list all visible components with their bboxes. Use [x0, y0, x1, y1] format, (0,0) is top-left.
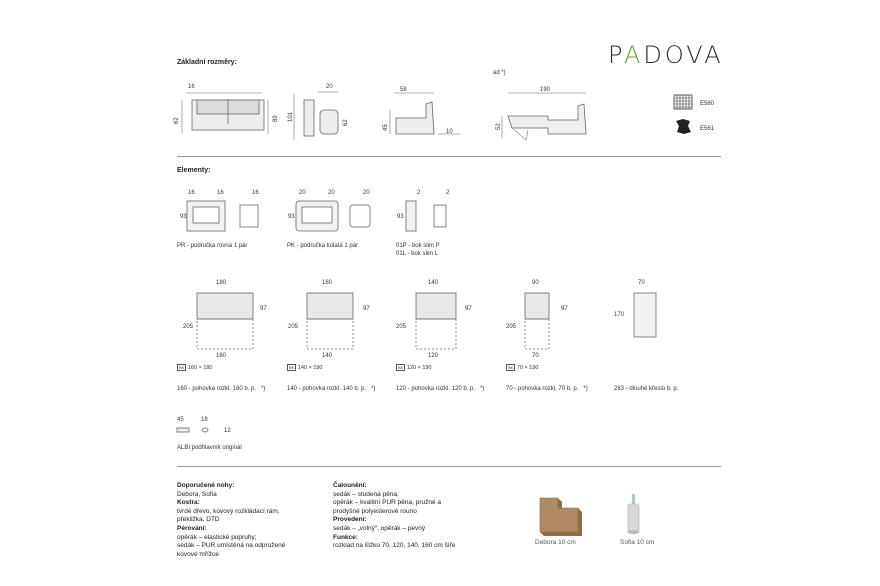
dim-seat-height: 45	[383, 124, 389, 131]
bed-140-top-dim: 160	[322, 280, 333, 286]
dim-side-arm: 20	[326, 84, 333, 90]
dim-side-arm-height: 62	[343, 119, 349, 126]
pr-w1: 16	[188, 190, 195, 196]
leg-images	[530, 490, 660, 540]
pk-h: 93	[288, 214, 295, 220]
bed-160-label: 160 - pohovka rozkl. 160 b. p. *)	[177, 386, 266, 392]
arm-pk-side	[350, 205, 370, 227]
dim-bed-height: 52	[496, 123, 502, 130]
elements-title: Elementy:	[177, 167, 211, 174]
bed-70-side: 97	[561, 306, 568, 312]
arm-slim-label-2: 01L - bok slim L	[396, 251, 439, 257]
bed-120-side: 97	[465, 306, 472, 312]
bed-120-inner-dim: 120	[428, 353, 439, 359]
specs-col-1	[177, 482, 327, 559]
arm-pr-side	[240, 205, 258, 227]
slim-h: 93	[397, 214, 404, 220]
bed-70-depth: 205	[506, 324, 517, 330]
leg-sofia-caption: Sofia 10 cm	[620, 539, 655, 546]
pk-w1: 20	[299, 190, 306, 196]
leg-debora-image	[540, 498, 582, 536]
brand-logo: PADOVA	[608, 41, 724, 69]
spec-frame: Kostra: tvrdé dřevo, kovový rozkládací rám, překližka, DTD	[177, 499, 280, 524]
mattress-120: BK 120 × 190	[398, 365, 432, 371]
pr-w3: 16	[252, 190, 259, 196]
bed-70-top	[525, 293, 549, 319]
arm-slim-label: 01P - bok slim P	[396, 243, 440, 249]
bed-140-top	[307, 293, 353, 319]
arm-slim-front	[406, 201, 416, 231]
leg-debora-caption: Debora 10 cm	[535, 539, 576, 546]
bed-70-inner-dim: 70	[532, 353, 539, 359]
pr-h: 93	[180, 214, 187, 220]
spec-springs: Pérování: opěrák – elastické popruhy; sedák – PUR umístěná na odpružené kovové mřížce	[177, 524, 286, 558]
bed-160-depth: 205	[183, 324, 194, 330]
spec-finish: Provedení: sedák – „volný“, opěrák – pevný	[333, 516, 426, 532]
bed-140-depth: 205	[288, 324, 299, 330]
footrest-label: ALBI podhlavník originál	[177, 445, 242, 451]
mattress-70: BK 70 × 190	[508, 365, 539, 371]
bed-140-extend	[307, 319, 353, 349]
bed-160-top-dim: 180	[216, 280, 227, 286]
spec-function: Funkce: rozklad na lůžko 70, 120, 140, 160 cm šíře	[333, 533, 456, 550]
pk-w3: 20	[363, 190, 370, 196]
bed-140-label: 140 - pohovka rozkl. 140 b. p. *)	[287, 386, 376, 392]
bed-140-inner-dim: 140	[322, 353, 333, 359]
bed-120-depth: 205	[396, 324, 407, 330]
bed-120-extend	[416, 319, 456, 349]
slim-w1: 2	[417, 190, 421, 196]
spec-upholstery: Čalounění: sedák – studená pěna; opěrák – kvalitní PUR pěna, pružné a prodyšné polyesterové rouno	[333, 482, 442, 515]
slim-w3: 2	[446, 190, 450, 196]
footrest-side	[202, 428, 208, 432]
dim-front-width: 16	[188, 84, 195, 90]
chair-label: 283 - dlouhé křeslo b. p.	[614, 386, 679, 392]
bed-160-inner-dim: 160	[216, 353, 227, 359]
bed-120-label: 120 - pohovka rozkl. 120 b. p. *)	[396, 386, 485, 392]
dim-back-height: 89	[273, 115, 279, 122]
bed-note: ad *)	[493, 70, 506, 76]
dim-foot: 10	[446, 129, 453, 135]
bed-140-side: 97	[363, 306, 370, 312]
leg-sofia-image	[628, 494, 640, 534]
dim-bed-length: 190	[540, 87, 551, 93]
dim-side-depth: 101	[288, 111, 294, 122]
bed-120-top	[416, 293, 456, 319]
mattress-160: BK 160 × 190	[179, 365, 213, 371]
chair-top-dim: 70	[638, 280, 645, 286]
spec-legs: Doporučené nohy: Debora, Sofia	[177, 482, 235, 498]
chair-long-top	[634, 293, 656, 337]
basic-dimensions-title: Základní rozměry:	[177, 59, 237, 66]
divider-2	[177, 466, 721, 467]
footrest-w: 45	[177, 417, 184, 423]
bed-70-top-dim: 90	[532, 280, 539, 286]
arm-slim-side	[434, 205, 446, 227]
chair-depth: 170	[614, 312, 625, 318]
footrest-d: 18	[201, 417, 208, 423]
material-code-e560: E560	[700, 101, 715, 107]
dim-profile-depth: 58	[400, 87, 407, 93]
pr-w2: 16	[217, 190, 224, 196]
specs-col-2	[333, 482, 503, 551]
bed-70-extend	[525, 319, 549, 349]
bed-160-extend	[197, 319, 253, 349]
arm-pk-label: PK - područka kulatá 1 pár	[287, 243, 359, 249]
material-code-e561: E561	[700, 126, 715, 132]
bed-70-label: 70 - pohovka rozkl. 70 b. p. *)	[506, 386, 588, 392]
arm-pr-label: PR - područka rovná 1 pár	[177, 243, 248, 249]
bed-120-top-dim: 140	[428, 280, 439, 286]
pk-w2: 20	[328, 190, 335, 196]
bed-160-side: 97	[260, 306, 267, 312]
footrest-front	[177, 428, 189, 432]
mattress-140: BK 140 × 190	[289, 365, 323, 371]
dim-front-height: 62	[174, 117, 180, 124]
footrest-h: 12	[224, 428, 231, 434]
bed-160-top	[197, 293, 253, 319]
